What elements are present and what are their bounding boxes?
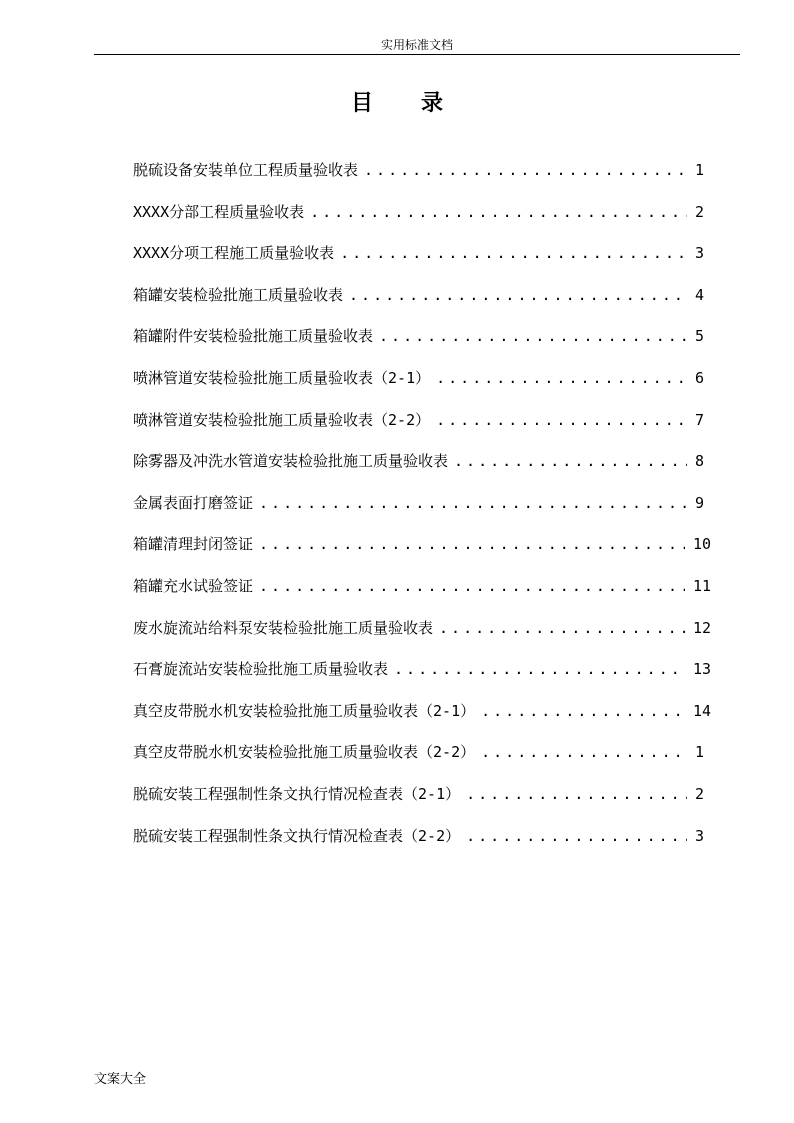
toc-entry-label: 箱罐清理封闭签证	[133, 535, 254, 554]
toc-entry-page-number: 8	[695, 452, 705, 471]
toc-entry-page-number: 3	[695, 826, 705, 845]
toc-entry-label: 脱硫设备安装单位工程质量验收表	[133, 161, 359, 179]
toc-entry-label: 箱罐附件安装检验批施工质量验收表	[133, 327, 374, 346]
toc-entry-label: 真空皮带脱水机安装检验批施工质量验收表（2-2）	[133, 743, 476, 762]
table-of-contents	[133, 150, 711, 857]
toc-entry[interactable]	[133, 358, 711, 400]
toc-dot-leader	[481, 691, 685, 733]
toc-entry[interactable]	[133, 483, 711, 525]
toc-entry-label: 废水旋流站给料泵安装检验批施工质量验收表	[133, 618, 434, 637]
toc-entry-page-number: 4	[695, 285, 705, 304]
toc-dot-leader	[364, 150, 687, 192]
toc-entry[interactable]	[133, 649, 711, 691]
toc-entry-label: 除雾器及冲洗水管道安装检验批施工质量验收表	[133, 452, 449, 471]
toc-dot-leader	[466, 774, 687, 816]
toc-entry-page-number: 3	[695, 244, 705, 263]
toc-dot-leader	[259, 483, 687, 525]
toc-dot-leader	[349, 275, 687, 317]
toc-entry-label: 箱罐安装检验批施工质量验收表	[133, 285, 344, 304]
toc-dot-leader	[259, 566, 685, 608]
toc-entry[interactable]	[133, 150, 711, 192]
toc-entry-label: 脱硫安装工程强制性条文执行情况检查表（2-1）	[133, 784, 461, 803]
toc-entry-page-number: 13	[692, 660, 711, 679]
toc-entry-page-number: 9	[695, 493, 705, 512]
toc-entry-label: 真空皮带脱水机安装检验批施工质量验收表（2-1）	[133, 701, 476, 720]
toc-entry-page-number: 2	[695, 784, 705, 803]
page-header: 实用标准文档	[94, 36, 740, 55]
toc-entry-page-number: 1	[695, 161, 705, 179]
toc-dot-leader	[439, 608, 685, 650]
toc-entry-page-number: 12	[692, 618, 711, 637]
toc-entry-label: 箱罐充水试验签证	[133, 576, 254, 595]
toc-entry[interactable]	[133, 524, 711, 566]
toc-dot-leader	[310, 192, 687, 234]
toc-entry-page-number: 14	[692, 701, 711, 720]
toc-entry-label: XXXX分项工程施工质量验收表	[133, 244, 335, 263]
toc-dot-leader	[340, 233, 687, 275]
toc-entry-page-number: 6	[695, 368, 705, 387]
toc-dot-leader	[259, 524, 685, 566]
page-title: 目录	[350, 90, 491, 116]
toc-entry-label: XXXX分部工程质量验收表	[133, 202, 305, 221]
toc-entry-label: 喷淋管道安装检验批施工质量验收表（2-2）	[133, 410, 431, 429]
toc-entry[interactable]	[133, 441, 711, 483]
toc-dot-leader	[379, 316, 687, 358]
toc-dot-leader	[394, 649, 685, 691]
toc-dot-leader	[466, 816, 687, 858]
toc-dot-leader	[481, 732, 687, 774]
toc-entry[interactable]	[133, 316, 711, 358]
toc-entry-label: 脱硫安装工程强制性条文执行情况检查表（2-2）	[133, 826, 461, 845]
toc-entry-page-number: 5	[695, 327, 705, 346]
toc-entry[interactable]	[133, 233, 711, 275]
toc-entry[interactable]	[133, 192, 711, 234]
toc-dot-leader	[436, 358, 687, 400]
toc-dot-leader	[436, 400, 687, 442]
toc-entry[interactable]	[133, 732, 711, 774]
toc-entry[interactable]	[133, 608, 711, 650]
toc-entry-page-number: 10	[692, 535, 711, 554]
toc-entry-page-number: 2	[695, 202, 705, 221]
toc-entry-label: 喷淋管道安装检验批施工质量验收表（2-1）	[133, 368, 431, 387]
toc-entry-label: 金属表面打磨签证	[133, 493, 254, 512]
toc-entry-page-number: 7	[695, 410, 705, 429]
toc-entry-label: 石膏旋流站安装检验批施工质量验收表	[133, 660, 389, 679]
page-footer: 文案大全	[94, 1072, 147, 1087]
toc-entry[interactable]	[133, 566, 711, 608]
toc-entry[interactable]	[133, 774, 711, 816]
toc-entry[interactable]	[133, 691, 711, 733]
toc-entry[interactable]	[133, 816, 711, 858]
toc-entry[interactable]	[133, 400, 711, 442]
toc-entry-page-number: 1	[695, 743, 705, 762]
toc-entry[interactable]	[133, 275, 711, 317]
toc-entry-page-number: 11	[692, 576, 711, 595]
toc-dot-leader	[454, 441, 687, 483]
